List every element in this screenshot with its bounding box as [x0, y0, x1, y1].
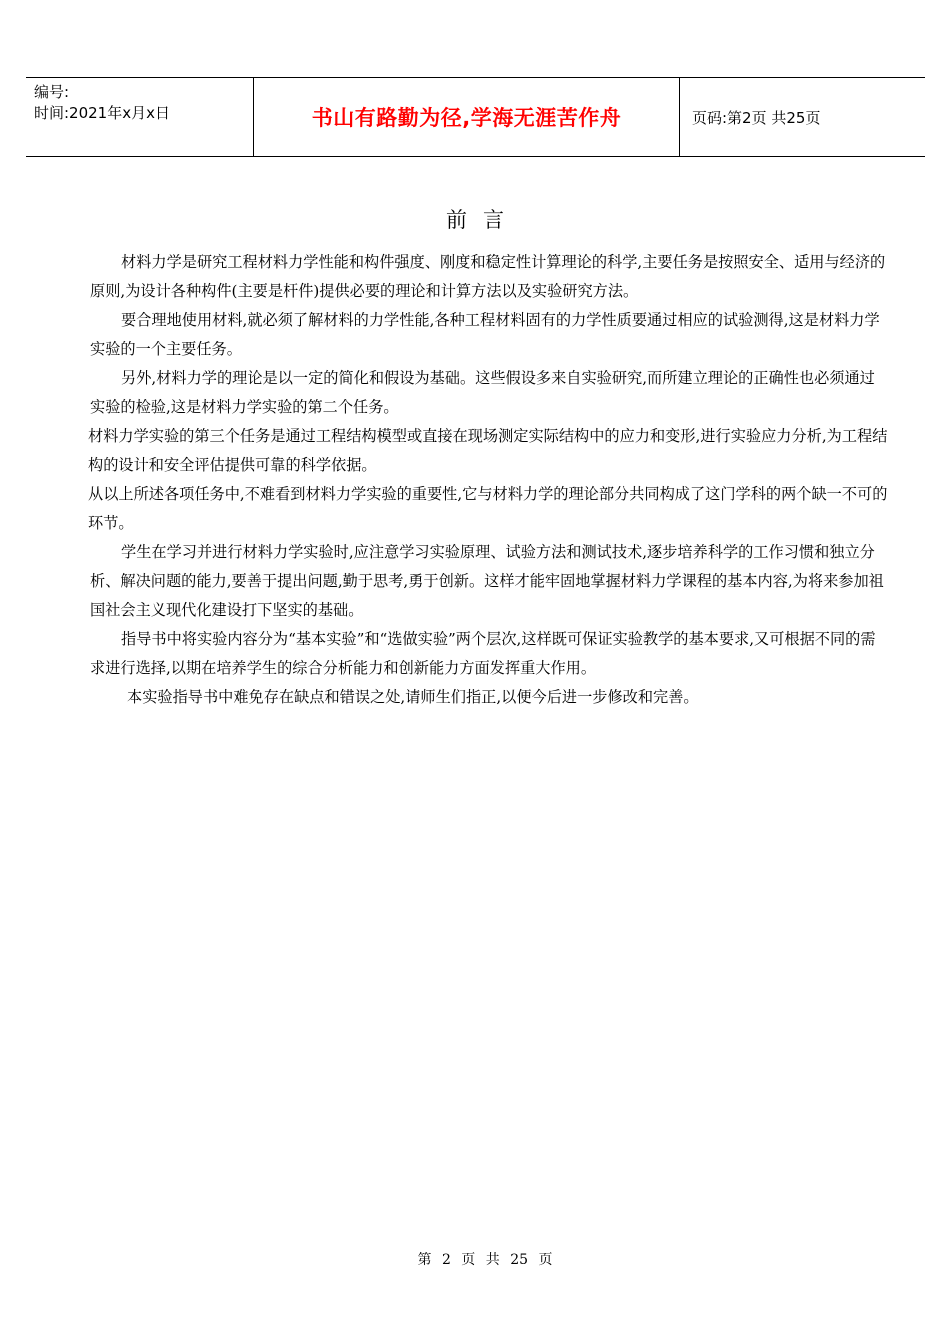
paragraph: 材料力学实验的第三个任务是通过工程结构模型或直接在现场测定实际结构中的应力和变形,进行实验应力分析,为工程结构的设计和安全评估提供可靠的科学依据。	[88, 427, 888, 474]
page-title: 前言	[446, 208, 520, 232]
paragraph: 学生在学习并进行材料力学实验时,应注意学习实验原理、试验方法和测试技术,逐步培养科学的工作习惯和独立分析、解决问题的能力,要善于提出问题,勤于思考,勇于创新。这样才能牢固地掌握材料力学课程的基本内容,为将来参加祖国社会主义现代化建设打下坚实的基础。	[90, 543, 884, 619]
paragraph: 要合理地使用材料,就必须了解材料的力学性能,各种工程材料固有的力学性质要通过相应的试验测得,这是材料力学实验的一个主要任务。	[90, 311, 880, 358]
paragraph: 另外,材料力学的理论是以一定的简化和假设为基础。这些假设多来自实验研究,而所建立理论的正确性也必须通过实验的检验,这是材料力学实验的第二个任务。	[90, 369, 875, 416]
page-footer-number: 第 2 页 共 25 页	[417, 1252, 553, 1268]
header-motto: 书山有路勤为径,学海无涯苦作舟	[311, 106, 622, 130]
document-body	[90, 248, 890, 712]
header-page-code: 页码:第2页 共25页	[692, 108, 821, 127]
page-header	[26, 77, 925, 157]
header-page-cell	[680, 78, 925, 156]
paragraph: 本实验指导书中难免存在缺点和错误之处,请师生们指正,以便今后进一步修改和完善。	[127, 688, 699, 706]
paragraph: 材料力学是研究工程材料力学性能和构件强度、刚度和稳定性计算理论的科学,主要任务是按照安全、适用与经济的原则,为设计各种构件(主要是杆件)提供必要的理论和计算方法以及实验研究方法。	[90, 253, 886, 300]
header-meta-cell	[26, 78, 254, 156]
paragraph: 从以上所述各项任务中,不难看到材料力学实验的重要性,它与材料力学的理论部分共同构成了这门学科的两个缺一不可的环节。	[88, 485, 888, 532]
paragraph: 指导书中将实验内容分为“基本实验”和“选做实验”两个层次,这样既可保证实验教学的基本要求,又可根据不同的需求进行选择,以期在培养学生的综合分析能力和创新能力方面发挥重大作用。	[90, 630, 876, 677]
header-motto-cell	[254, 78, 680, 156]
document-time-label: 时间:2021年x月x日	[34, 104, 170, 122]
document-number-label: 编号:	[34, 83, 70, 101]
